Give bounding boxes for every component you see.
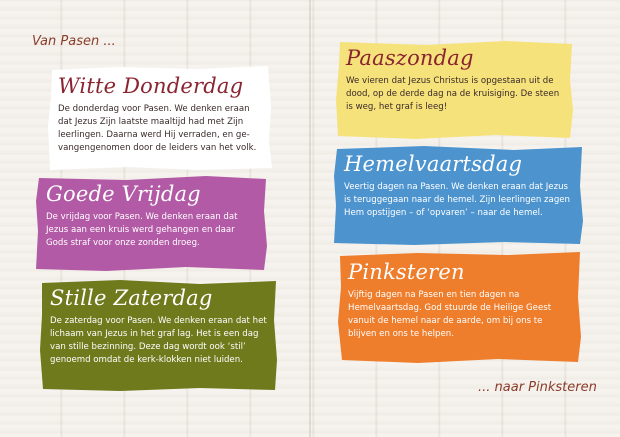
card-stille-zaterdag	[40, 280, 278, 392]
card-text: De zaterdag voor Pasen. We denken eraan dat het lichaam van Jezus in het graf lag. Het is een dag van stille bezinning. Deze dag wordt ook ‘stil’ genoemd omdat de kerk-klokken niet luiden.	[50, 316, 267, 365]
card-hemelvaartsdag	[334, 146, 584, 246]
card-pinksteren	[338, 252, 582, 364]
page-fold	[309, 0, 311, 437]
card-title: Goede Vrijdag	[46, 182, 201, 206]
card-title: Stille Zaterdag	[50, 286, 213, 310]
card-witte-donderdag	[48, 66, 272, 171]
card-text: Veertig dagen na Pasen. We denken eraan dat Jezus is teruggegaan naar de hemel. Zijn leerlingen zagen Hem opstijgen – of ‘opvaren’ – naar de hemel.	[344, 182, 571, 218]
card-text: Vijftig dagen na Pasen en tien dagen na Hemelvaartsdag. God stuurde de Heilige Geest vanuit de hemel naar de aarde, om bij ons te blijven en ons te helpen.	[348, 290, 552, 339]
card-text: De donderdag voor Pasen. We denken eraan dat Jezus Zijn laatste maaltijd had met Zijn leerlingen. Daarna werd Hij verraden, en ge-vangengenomen door de leiders van het volk.	[58, 104, 257, 153]
card-title: Hemelvaartsdag	[344, 152, 523, 176]
card-title: Witte Donderdag	[58, 74, 244, 98]
card-goede-vrijdag	[36, 176, 268, 272]
card-text: De vrijdag voor Pasen. We denken eraan dat Jezus aan een kruis werd gehangen en daar Gods straf voor onze zonden droeg.	[46, 212, 238, 248]
card-title: Pinksteren	[348, 260, 465, 284]
card-text: We vieren dat Jezus Christus is opgestaan uit de dood, op de derde dag na de kruisiging. De steen is weg, het graf is leeg!	[346, 76, 560, 112]
left-heading: Van Pasen ...	[32, 34, 116, 49]
card-paaszondag	[336, 40, 574, 140]
right-heading: ... naar Pinksteren	[478, 380, 597, 395]
card-title: Paaszondag	[346, 46, 474, 70]
